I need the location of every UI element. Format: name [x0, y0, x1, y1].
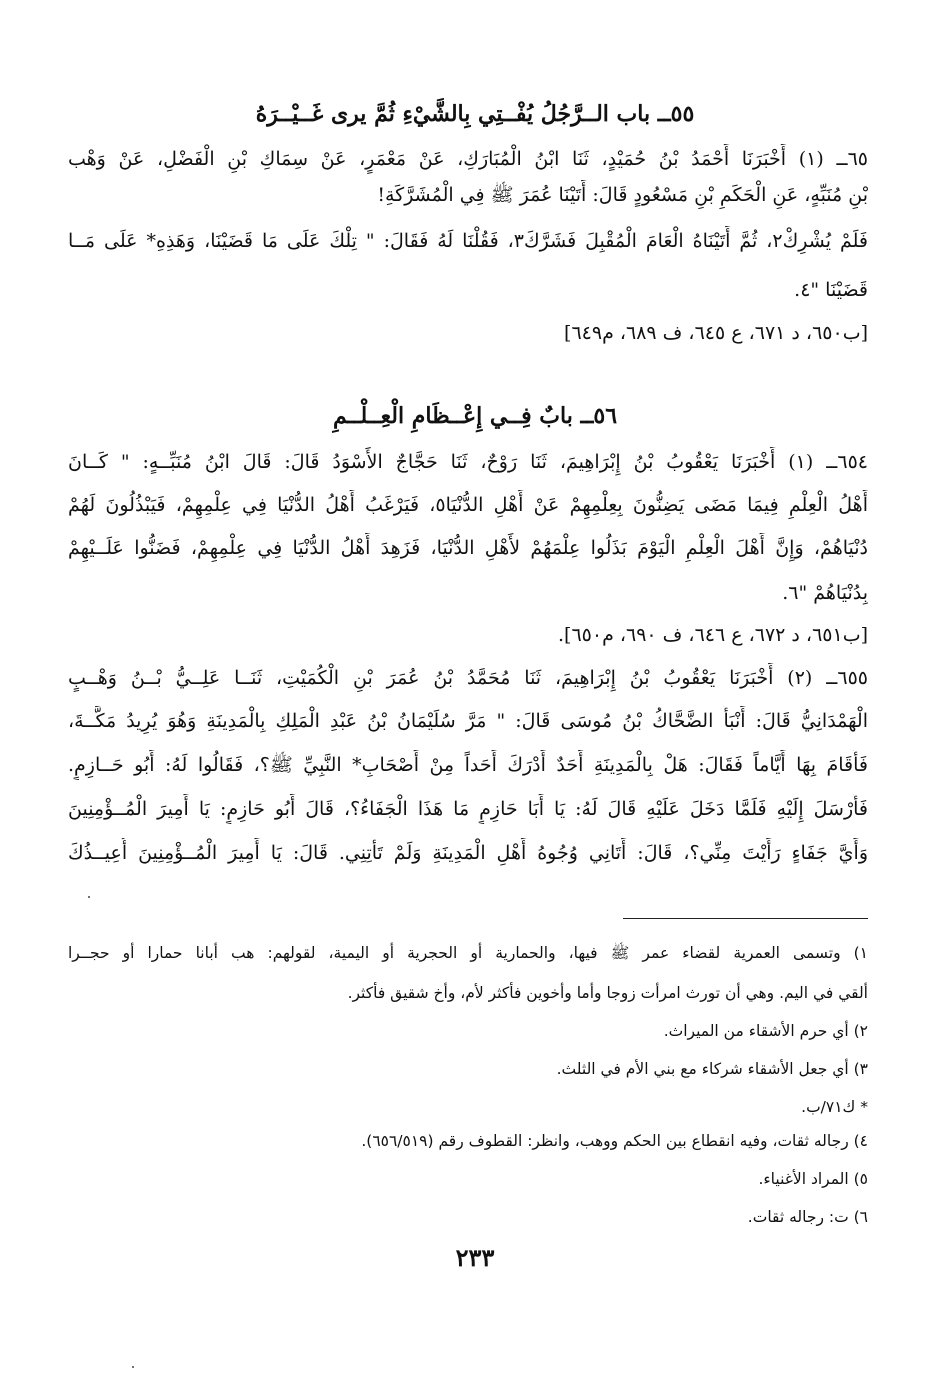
hadith-653-line-4: قَضَيْنَا "٤.: [794, 279, 868, 301]
hadith-654-line-2: أَهْلُ الْعِلْمِ فِيمَا مَضَى يَضِنُّونَ بِعِلْمِهِمْ عَنْ أَهْلِ الدُّنْيَا٥، فَيَرْغَبُ أَهْلُ الدُّنْيَا فِي عِلْمِهِمْ، فَيَبْذُلُونَ لَهُمْ: [68, 494, 868, 516]
hadith-653-line-3: فَلَمْ يُشْرِكْ٢، ثُمَّ أَتَيْنَاهُ الْعَامَ الْمُقْبِلَ فَشَرَّكَ٣، فَقُلْنَا لَهُ فَقَالَ: " تِلْكَ عَلَى مَا قَضَيْنَا، وَهَذِهِ* عَلَى مَــا: [68, 230, 868, 252]
section-56-heading: ٥٦ــ بابٌ فِــي إِعْــظَامِ الْعِــلْــمِ: [332, 403, 618, 429]
scan-speck: [88, 896, 90, 898]
hadith-655-line-4: فَأَرْسَلَ إِلَيْهِ فَلَمَّا دَخَلَ عَلَيْهِ قَالَ لَهُ: يَا أَبَا حَازِمٍ مَا هَذَا الْجَفَاءُ؟، قَالَ أَبُو حَازِمٍ: يَا أَمِيرَ الْمُــؤْمِنِينَ: [68, 798, 868, 820]
footnote-6: ٦) ت: رجاله ثقات.: [747, 1208, 868, 1226]
hadith-655-line-1: ٦٥٥ــ (٢) أَخْبَرَنَا يَعْقُوبُ بْنُ إِبْرَاهِيمَ، ثَنَا مُحَمَّدُ بْنُ عُمَرَ بْنِ الْكُمَيْتِ، ثَنَــا عَلِــيُّ بْــنُ وَهْــبٍ: [68, 667, 868, 689]
footnote-separator: [623, 918, 868, 919]
hadith-654-references: [ب٦٥١، د ٦٧٢، ع ٦٤٦، ف ٦٩٠، م٦٥٠].: [558, 624, 868, 646]
footnote-1-line-1: ١) وتسمى العمرية لقضاء عمر ﷺ فيها، والحمارية أو الحجرية أو اليمية، لقولهم: هب أبانا حمارا أو حجــرا: [68, 944, 868, 962]
hadith-654-line-1: ٦٥٤ــ (١) أَخْبَرَنَا يَعْقُوبُ بْنُ إِبْرَاهِيمَ، ثَنَا رَوْحٌ، ثَنَا حَجَّاجٌ الأَسْوَدُ قَالَ: قَالَ ابْنُ مُنَبِّــهٍ: " كَــانَ: [68, 451, 868, 473]
hadith-655-line-2: الْهَمْدَانِيُّ قَالَ: أَنْبَأَ الضَّحَّاكُ بْنُ مُوسَى قَالَ: " مَرَّ سُلَيْمَانُ بْنُ عَبْدِ الْمَلِكِ بِالْمَدِينَةِ وَهُوَ يُرِيدُ مَكَّــةَ،: [68, 710, 868, 732]
footnote-manuscript-note: * ك٧١/ب.: [801, 1098, 868, 1116]
scan-speck: [132, 1366, 134, 1368]
footnote-1-line-2: ألقي في اليم. وهي أن تورث امرأت زوجا وأما وأخوين فأكثر لأم، وأخ شقيق فأكثر.: [347, 984, 868, 1002]
hadith-654-line-4: بِدُنْيَاهُمْ "٦.: [782, 582, 868, 604]
footnote-4: ٤) رجاله ثقات، وفيه انقطاع بين الحكم ووهب، وانظر: القطوف رقم (٦٥٦/٥١٩).: [361, 1132, 868, 1150]
hadith-653-line-1: ٦٥ــ (١) أَخْبَرَنَا أَحْمَدُ بْنُ حُمَيْدٍ، ثَنَا ابْنُ الْمُبَارَكِ، عَنْ مَعْمَرٍ، عَنْ سِمَاكِ بْنِ الْفَضْلِ، عَنْ وَهْب: [68, 148, 868, 170]
hadith-655-line-5: وَأَيَّ جَفَاءٍ رَأَيْتَ مِنِّي؟، قَالَ: أَتَانِي وُجُوهُ أَهْلِ الْمَدِينَةِ وَلَمْ تَأْتِنِي. قَالَ: يَا أَمِيرَ الْمُــؤْمِنِينَ أُعِيــذُكَ: [68, 842, 868, 864]
hadith-654-line-3: دُنْيَاهُمْ، وَإِنَّ أَهْلَ الْعِلْمِ الْيَوْمَ بَذَلُوا عِلْمَهُمْ لأَهْلِ الدُّنْيَا، فَزَهِدَ أَهْلُ الدُّنْيَا فِي عِلْمِهِمْ، فَضَنُّوا عَلَــيْهِمْ: [68, 537, 868, 559]
footnote-5: ٥) المراد الأغنياء.: [758, 1170, 868, 1188]
footnote-2: ٢) أي حرم الأشقاء من الميراث.: [663, 1022, 868, 1040]
page-number: ٢٣٣: [455, 1243, 495, 1272]
hadith-655-line-3: فَأَقَامَ بِهَا أَيَّاماً فَقَالَ: هَلْ بِالْمَدِينَةِ أَحَدٌ أَدْرَكَ أَحَداً مِنْ أَصْحَابِ* النَّبِيِّ ﷺ؟، فَقَالُوا لَهُ: أَبُو حَــازِمٍ.: [68, 754, 868, 776]
section-55-heading: ٥٥ــ باب الــرَّجُلُ يُفْــتِي بِالشَّيْءِ ثُمَّ يرى غَــيْــرَهُ: [255, 101, 695, 127]
hadith-653-line-2: بْنِ مُنَبِّهٍ، عَنِ الْحَكَمِ بْنِ مَسْعُودٍ قَالَ: أَتَيْنَا عُمَرَ ﷺ فِي الْمُشَرَّكَةِ!: [377, 184, 868, 206]
hadith-653-references: [ب٦٥٠، د ٦٧١، ع ٦٤٥، ف ٦٨٩، م٦٤٩]: [564, 322, 868, 344]
footnote-3: ٣) أي جعل الأشقاء شركاء مع بني الأم في الثلث.: [556, 1060, 868, 1078]
